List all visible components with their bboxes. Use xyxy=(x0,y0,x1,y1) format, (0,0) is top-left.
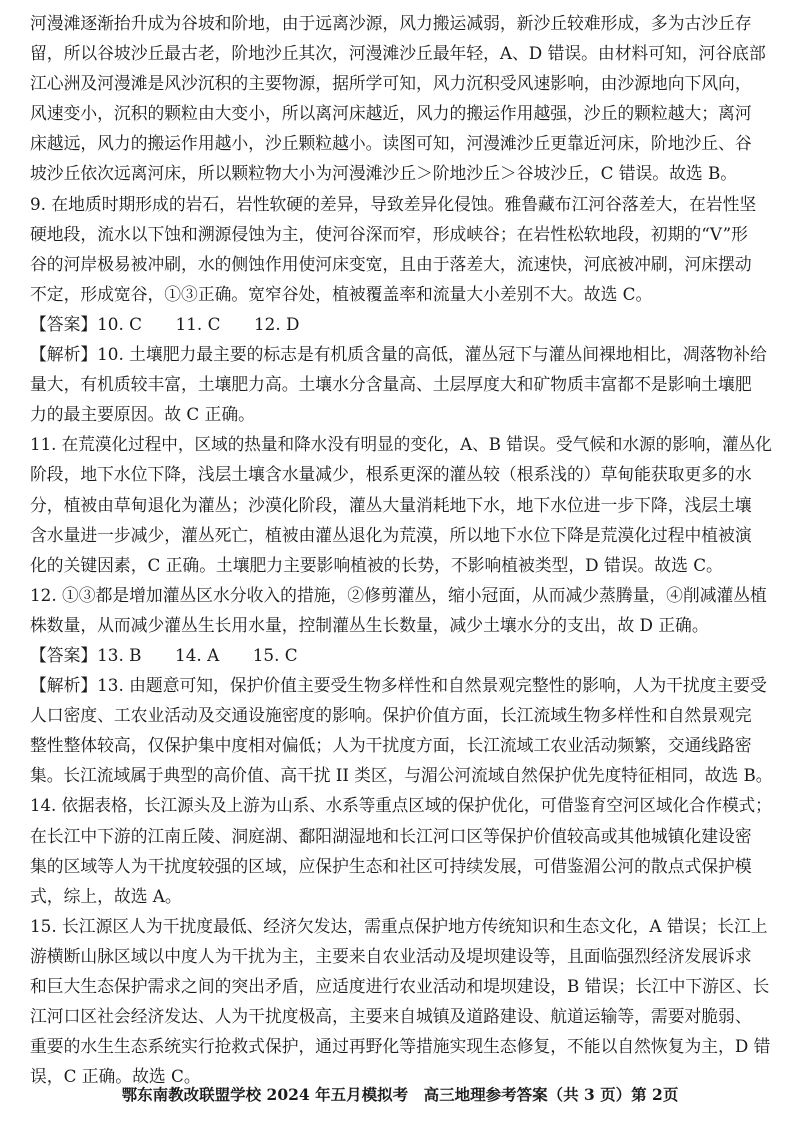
text-line: 床越远，风力的搬运作用越小，沙丘颗粒越小。读图可知，河漫滩沙丘更靠近河床，阶地沙丘、谷 xyxy=(30,133,752,154)
text-line: 和巨大生态保护需求之间的突出矛盾，应适度进行农业活动和堤坝建设，B 错误；长江中下游区、长 xyxy=(30,976,770,996)
text-line: 【解析】13. 由题意可知，保护价值主要受生物多样性和自然景观完整性的影响，人为干扰度主要受 xyxy=(30,675,767,696)
text-line: 人口密度、工农业活动及交通设施密度的影响。保护价值方面，长江流域生物多样性和自然景观完 xyxy=(30,705,752,726)
answer-text-body xyxy=(30,8,772,1091)
page-footer: 鄂东南教改联盟学校 2024 年五月模拟考 高三地理参考答案（共 3 页）第 2页 xyxy=(121,1085,679,1104)
text-line: 阶段，地下水位下降，浅层土壤含水量减少，根系更深的灌丛较（根系浅的）草甸能获取更多的水 xyxy=(30,464,752,485)
text-line: 力的最主要原因。故 C 正确。 xyxy=(30,404,255,425)
text-line: 谷的河岸极易被冲刷，水的侧蚀作用使河床变宽，且由于落差大，流速快，河底被冲刷，河床摆动 xyxy=(30,253,752,274)
text-line: 【答案】13. B 14. A 15. C xyxy=(30,644,298,665)
text-line: 坡沙丘依次远离河床，所以颗粒物大小为河漫滩沙丘＞阶地沙丘＞谷坡沙丘，C 错误。故选 B。 xyxy=(30,163,738,184)
text-line: 化的关键因素，C 正确。土壤肥力主要影响植被的长势，不影响植被类型，D 错误。故选 C。 xyxy=(30,554,723,575)
text-line: 9. 在地质时期形成的岩石，岩性软硬的差异，导致差异化侵蚀。雅鲁藏布江河谷落差大，在岩性坚 xyxy=(30,193,757,214)
text-line: 江河口区社会经济发达、人为干扰度极高，主要来自城镇及道路建设、航道运输等，需要对脆弱、 xyxy=(30,1006,752,1027)
text-line: 整性整体较高，仅保护集中度相对偏低；人为干扰度方面，长江流域工农业活动频繁，交通线路密 xyxy=(30,735,752,756)
text-line: 量大，有机质较丰富，土壤肥力高。土壤水分含量高、土层厚度大和矿物质丰富都不是影响土壤肥 xyxy=(30,374,752,395)
text-line: 14. 依据表格，长江源头及上游为山系、水系等重点区域的保护优化，可借鉴育空河区域化合作模式； xyxy=(30,795,772,816)
text-line: 误，C 正确。故选 C。 xyxy=(30,1066,201,1087)
text-line: 集的区域等人为干扰度较强的区域，应保护生态和社区可持续发展，可借鉴湄公河的散点式保护模 xyxy=(30,855,752,876)
text-line: 式，综上，故选 A。 xyxy=(30,885,182,906)
text-line: 风速变小，沉积的颗粒由大变小，所以离河床越近，风力的搬运作用越强，沙丘的颗粒越大；离河 xyxy=(30,103,752,124)
text-line: 江心洲及河漫滩是风沙沉积的主要物源，据所学可知，风力沉积受风速影响，由沙源地向下风向， xyxy=(30,73,752,94)
text-line: 河漫滩逐渐抬升成为谷坡和阶地，由于远离沙源，风力搬运减弱，新沙丘较难形成，多为古沙丘存 xyxy=(30,13,752,33)
text-line: 【解析】10. 土壤肥力最主要的标志是有机质含量的高低，灌丛冠下与灌丛间裸地相比，凋落物补给 xyxy=(30,344,767,365)
text-line: 含水量进一步减少，灌丛死亡，植被由灌丛退化为荒漠，所以地下水位下降是荒漠化过程中植被演 xyxy=(30,524,752,545)
text-line: 集。长江流域属于典型的高价值、高干扰 II 类区，与湄公河流域自然保护优先度特征相同，故选 B。 xyxy=(30,765,772,786)
text-line: 硬地段，流水以下蚀和溯源侵蚀为主，使河谷深而窄，形成峡谷；在岩性松软地段，初期的“V”形 xyxy=(30,223,748,244)
text-line: 【答案】10. C 11. C 12. D xyxy=(30,313,300,334)
text-line: 重要的水生生态系统实行抢救式保护，通过再野化等措施实现生态修复，不能以自然恢复为主，D 错 xyxy=(30,1036,771,1057)
text-line: 游横断山脉区域以中度人为干扰为主，主要来自农业活动及堤坝建设等，且面临强烈经济发展诉求 xyxy=(30,945,752,966)
text-line: 12. ①③都是增加灌丛区水分收入的措施，②修剪灌丛，缩小冠面，从而减少蒸腾量，④削减灌丛植 xyxy=(30,584,767,605)
text-line: 15. 长江源区人为干扰度最低、经济欠发达，需重点保护地方传统知识和生态文化，A 错误；长江上 xyxy=(30,915,768,936)
text-line: 株数量，从而减少灌丛生长用水量，控制灌丛生长数量，减少土壤水分的支出，故 D 正确。 xyxy=(30,614,709,635)
text-line: 分，植被由草甸退化为灌丛；沙漠化阶段，灌丛大量消耗地下水，地下水位进一步下降，浅层土壤 xyxy=(30,494,752,515)
text-line: 11. 在荒漠化过程中，区域的热量和降水没有明显的变化，A、B 错误。受气候和水源的影响，灌丛化 xyxy=(30,434,772,455)
text-line: 留，所以谷坡沙丘最古老，阶地沙丘其次，河漫滩沙丘最年轻，A、D 错误。由材料可知，河谷底部 xyxy=(30,43,766,64)
text-line: 不定，形成宽谷，①③正确。宽窄谷处，植被覆盖率和流量大小差别不大。故选 C。 xyxy=(30,283,653,304)
text-line: 在长江中下游的江南丘陵、洞庭湖、鄱阳湖湿地和长江河口区等保护价值较高或其他城镇化建设密 xyxy=(30,825,752,846)
